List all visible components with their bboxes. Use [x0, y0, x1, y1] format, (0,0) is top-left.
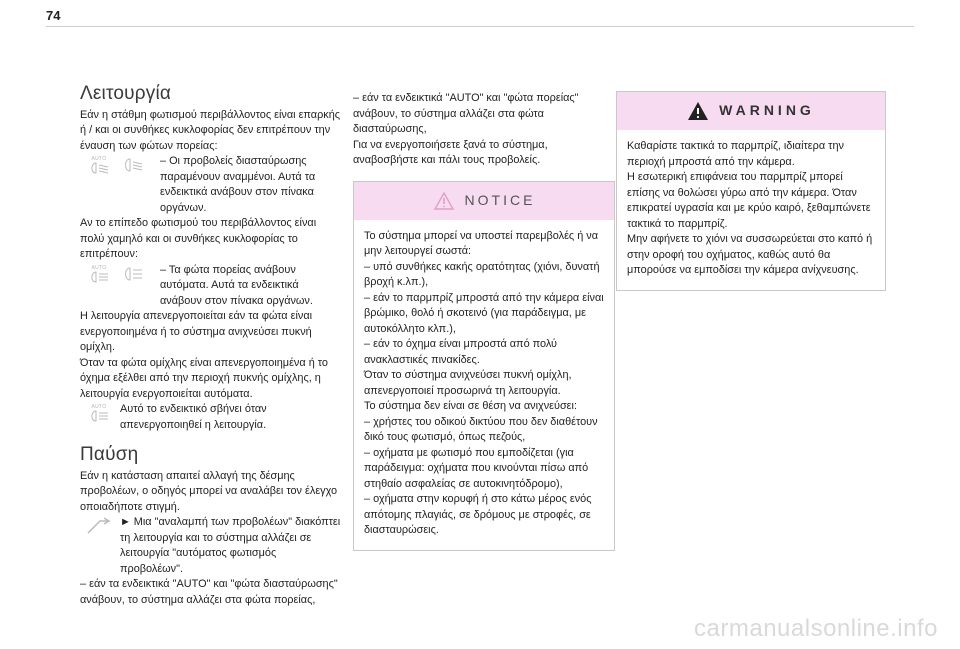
section-heading-operation: Λειτουργία [80, 83, 172, 104]
paragraph: Η λειτουργία απενεργοποιείται εάν τα φώτα είναι ενεργοποιημένα ή το σύστημα ανιχνεύσει πυκνή ομίχλη. [80, 310, 313, 353]
icon-paragraph-off [80, 402, 342, 433]
top-divider [46, 26, 914, 27]
headlamp-flash-icon [86, 517, 114, 543]
warning-header [617, 92, 885, 130]
warning-triangle-icon [687, 101, 709, 121]
column-1 [80, 83, 342, 608]
notice-paragraph: Το σύστημα μπορεί να υποστεί παρεμβολές ή να μην λειτουργεί σωστά: [364, 229, 599, 257]
main-beam-icon [122, 265, 144, 283]
notice-paragraph: – χρήστες του οδικού δικτύου που δεν διαθέτουν δικό τους φωτισμό, όπως πεζούς, [364, 415, 598, 443]
notice-paragraph: – υπό συνθήκες κακής ορατότητας (χιόνι, δυνατή βροχή κ.λπ.), [364, 260, 600, 288]
notice-triangle-icon [433, 191, 455, 211]
paragraph: Για να ενεργοποιήσετε ξανά το σύστημα, αναβοσβήστε και πάλι τους προβολείς. [353, 138, 548, 166]
paragraph: Αυτό το ενδεικτικό σβήνει όταν απενεργοποιηθεί η λειτουργία. [120, 403, 267, 431]
column-2 [353, 91, 615, 551]
warning-body [617, 130, 885, 290]
notice-body [354, 220, 614, 550]
warning-title: WARNING [719, 102, 815, 119]
section-heading-pause: Παύση [80, 444, 139, 465]
notice-paragraph: Όταν το σύστημα ανιχνεύσει πυκνή ομίχλη, απενεργοποιεί προσωρινά τη λειτουργία. [364, 369, 572, 397]
paragraph: Εάν η στάθμη φωτισμού περιβάλλοντος είναι επαρκής ή / και οι συνθήκες κυκλοφορίας δεν επιτρέπουν την έναυση των φώτων πορείας: [80, 108, 341, 152]
dipped-beam-icon [122, 156, 144, 174]
paragraph: – εάν τα ενδεικτικά "AUTO" και "φώτα διασταύρωσης" ανάβουν, το σύστημα αλλάζει στα φώτα πορείας, [80, 578, 338, 606]
notice-paragraph: Το σύστημα δεν είναι σε θέση να ανιχνεύσει: [364, 400, 577, 412]
warning-paragraph: Καθαρίστε τακτικά το παρμπρίζ, ιδιαίτερα την περιοχή μπροστά από την κάμερα. [627, 140, 844, 168]
indicator-icons [86, 156, 144, 174]
warning-paragraph: Μην αφήνετε το χιόνι να συσσωρεύεται στο καπό ή στην οροφή του οχήματος, καθώς αυτό θα μπορούσε να εμποδίσει την κάμερα ανίχνευσης. [627, 233, 873, 276]
auto-lighting-icon: AUTO [86, 404, 112, 422]
column-3 [616, 91, 886, 291]
auto-lighting-icon: AUTO [86, 265, 112, 283]
warning-box [616, 91, 886, 291]
paragraph: ► Μια "αναλαμπή των προβολέων" διακόπτει τη λειτουργία και το σύστημα αλλάζει σε λειτουργία "αυτόματος φωτισμός προβολέων". [120, 516, 341, 575]
paragraph: – Τα φώτα πορείας ανάβουν αυτόματα. Αυτά τα ενδεικτικά ανάβουν στον πίνακα οργάνων. [160, 263, 313, 307]
icon-paragraph-main-beam [80, 263, 342, 310]
page-number: 74 [46, 8, 61, 23]
notice-paragraph: – εάν το παρμπρίζ μπροστά από την κάμερα είναι βρώμικο, θολό ή σκοτεινό (για παράδειγμα, με αυτοκόλλητο κλπ.), [364, 291, 604, 335]
paragraph: – Οι προβολείς διασταύρωσης παραμένουν αναμμένοι. Αυτά τα ενδεικτικά ανάβουν στον πίνακα οργάνων. [160, 155, 316, 214]
notice-box [353, 181, 615, 551]
warning-paragraph: Η εσωτερική επιφάνεια του παρμπρίζ μπορεί επίσης να θολώσει γύρω από την κάμερα. Όταν επικρατεί υγρασία και με κρύο καιρό, ξεθαμπώνετε τακτικά το παρμπρίζ. [627, 171, 871, 230]
paragraph: Αν το επίπεδο φωτισμού του περιβάλλοντος είναι πολύ χαμηλό και οι συνθήκες κυκλοφορίας το επιτρέπουν: [80, 217, 317, 260]
auto-lighting-icon: AUTO [86, 156, 112, 174]
notice-paragraph: – οχήματα με φωτισμό που εμποδίζεται (για παράδειγμα: οχήματα που κινούνται πίσω από στηθαίο ασφαλείας σε αυτοκινητόδρομο), [364, 446, 589, 490]
notice-title: NOTICE [464, 191, 536, 208]
watermark: carmanualsonline.info [694, 615, 938, 642]
paragraph: – εάν τα ενδεικτικά "AUTO" και "φώτα πορείας" ανάβουν, το σύστημα αλλάζει στα φώτα διασταύρωσης, [353, 92, 579, 135]
notice-paragraph: – οχήματα στην κορυφή ή στο κάτω μέρος ενός απότομης πλαγιάς, σε δρόμους με στροφές, σε διασταυρώσεις. [364, 493, 592, 536]
indicator-icons [86, 265, 144, 283]
icon-paragraph-dipped [80, 154, 342, 216]
paragraph: Όταν τα φώτα ομίχλης είναι απενεργοποιημένα ή το όχημα εξέλθει από την περιοχή πυκνής ομίχλης, η λειτουργία ενεργοποιείται αυτόματα. [80, 356, 328, 400]
notice-header [354, 182, 614, 220]
notice-paragraph: – εάν το όχημα είναι μπροστά από πολύ ανακλαστικές πινακίδες. [364, 338, 558, 366]
icon-paragraph-flash [80, 515, 342, 577]
paragraph: Εάν η κατάσταση απαιτεί αλλαγή της δέσμης προβολέων, ο οδηγός μπορεί να αναλάβει τον έλεγχο οποιαδήποτε στιγμή. [80, 469, 338, 513]
